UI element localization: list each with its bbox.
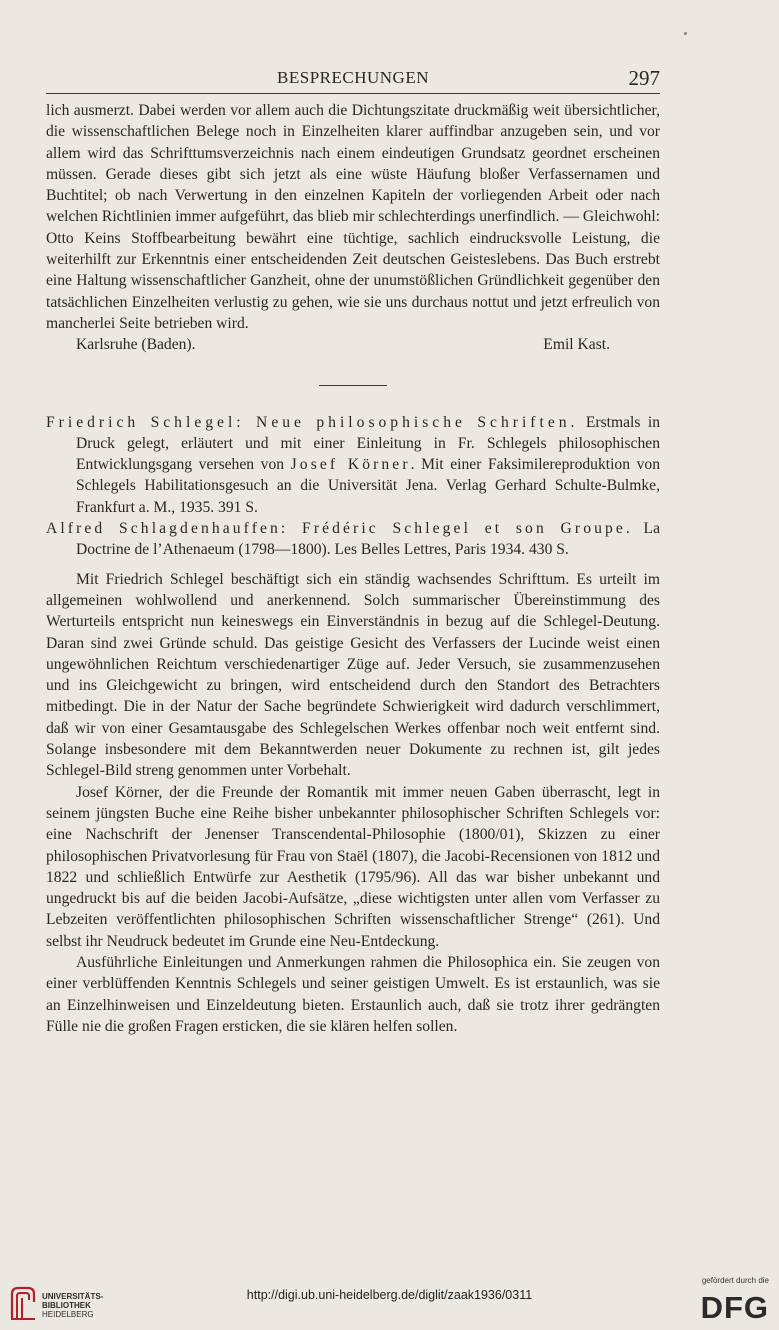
bibliographic-entry-1: [46, 412, 660, 518]
body-paragraph-3: Ausführliche Einleitungen und Anmerkungen rahmen die Philosophica ein. Sie zeugen von einer verblüffenden Kenntnis Schlegels und seiner geistigen Umwelt. Es ist erstaunlich, was sie an Einzelhinweisen und Einzeldeutung bieten. Erstaunlich auch, daß sie trotz ihrer gedrängten Fülle nie die großen Fragen ersticken, die sie klären helfen sollen.: [46, 953, 660, 1035]
running-header: [46, 62, 660, 92]
body-paragraph-2: Josef Körner, der die Freunde der Romantik mit immer neuen Gaben überrascht, legt in seinem jüngsten Buche eine Reihe bisher unbekannter philosophischer Schriften Schlegels vor: eine Nachschrift der Jenenser Transcendental-Philosophie (1800/01), Skizzen zu einer philosophischen Privatvorlesung für Frau von Staël (1807), die Jacobi-Recensionen von 1812 und 1822 und schließlich Entwürfe zur Aesthetik (1795/96). All das war bisher unbekannt und ungedruckt bis auf die beiden Jacobi-Aufsätze, „diese wichtigsten unter allen vom Verfasser zu Lebzeiten veröffentlichten philosophischen Schriften wissenschaftlicher Strenge“ (261). Und selbst ihr Neudruck bedeutet im Grunde eine Neu-Entdeckung.: [46, 783, 660, 950]
entry-1-details-b: . Mit einer Faksimilereproduktion von Schlegels Habilitationsgesuch an die Universität Jena. Verlag Gerhard Schulte-Bulmke, Frankfurt a. M., 1935. 391 S.: [76, 456, 660, 516]
page-number: 297: [628, 66, 660, 90]
entry-1-editor: Josef Körner: [290, 456, 411, 474]
entry-1-heading: Friedrich Schlegel: Neue philosophische Schriften.: [46, 413, 579, 431]
dfg-wordmark: DFG: [700, 1290, 769, 1325]
review-signature: [46, 334, 660, 355]
source-url-link[interactable]: http://digi.ub.uni-heidelberg.de/diglit/zaak1936/0311: [246, 1288, 533, 1302]
entry-2-details-a: La Doctrine de l’Athenaeum (1798—1800). Les Belles Lettres, Paris 1934. 430 S.: [76, 520, 660, 559]
bibliographic-entry-2: [46, 518, 660, 561]
header-rule: [46, 93, 660, 94]
page-body: [46, 100, 660, 1037]
review-closing-paragraph: lich ausmerzt. Dabei werden vor allem auch die Dichtungszitate druckmäßig weit übersichtlicher, die wissenschaftlichen Belege noch in Einzelheiten klarer auffindbar anzugeben sein, und vor allem wird das Schrifttumsverzeichnis nach einem eindeutigen Grundsatz geordnet erscheinen müssen. Gerade dieses gibt sich jetzt als eine wüste Häufung bloßer Verfassernamen und Buchtitel; ob nach Verwertung in den einzelnen Kapiteln der vorliegenden Arbeit oder nach welchen Richtlinien immer aufgeführt, das blieb mir schlechterdings unerfindlich. — Gleichwohl: Otto Keins Stoffbearbeitung bewährt eine tüchtige, sachlich eindrucksvolle Leistung, die weiterhilft zur Erkenntnis einer entscheidenden Zeit deutschen Geisteslebens. Das Buch erstrebt eine Haltung wissenschaftlicher Ganzheit, ohne der unumstößlichen Gründlichkeit gegenüber den tatsächlichen Einzelheiten verlustig zu gehen, wie sie uns durchaus nottut und jetzt erfreulich von mancherlei Seite betrieben wird.: [46, 102, 660, 332]
entry-2-heading: Alfred Schlagdenhauffen: Frédéric Schlegel et son Groupe.: [46, 520, 633, 538]
library-name-line1: UNIVERSITÄTS-: [42, 1292, 104, 1301]
running-title: BESPRECHUNGEN: [277, 68, 429, 87]
section-divider: [319, 385, 387, 386]
digitization-footer: [0, 1272, 779, 1330]
signature-reviewer: Emil Kast.: [543, 336, 610, 354]
paper-speck: [684, 32, 687, 35]
dfg-logo[interactable]: [689, 1276, 769, 1326]
signature-place: Karlsruhe (Baden).: [76, 336, 196, 354]
funder-caption: gefördert durch die: [701, 1276, 769, 1285]
entry-1-details-a: Erstmals in Druck gelegt, erläutert und mit einer Einleitung in Fr. Schlegels philosophischen Entwicklungsgang versehen von: [76, 413, 661, 474]
library-name-line2: BIBLIOTHEK: [42, 1301, 91, 1310]
library-name-line3: HEIDELBERG: [42, 1310, 94, 1319]
body-paragraph-1: Mit Friedrich Schlegel beschäftigt sich ein ständig wachsendes Schrifttum. Es urteilt im allgemeinen wohlwollend und anerkennend. Solch summarischer Übereinstimmung des Werturteils entspricht nun keineswegs ein Einverständnis in bezug auf die Schlegel-Deutung. Daran sind zwei Gründe schuld. Das geistige Gesicht des Verfassers der Lucinde weist einen ungewöhnlichen Reichtum verschiedenartiger Züge auf. Jeder Versuch, sie zusammenzusehen und ins Gleichgewicht zu bringen, wird entscheidend durch den Standort des Betrachters mitbedingt. Die in der Natur der Sache begründete Schwierigkeit wird dadurch verschlimmert, daß wir von einer Gesamtausgabe des Schlegelschen Werkes offenbar noch weit entfernt sind. Solange insbesondere mit dem Bekanntwerden neuer Dokumente zu rechnen ist, gilt jedes Schlegel-Bild streng genommen unter Vorbehalt.: [46, 570, 660, 780]
